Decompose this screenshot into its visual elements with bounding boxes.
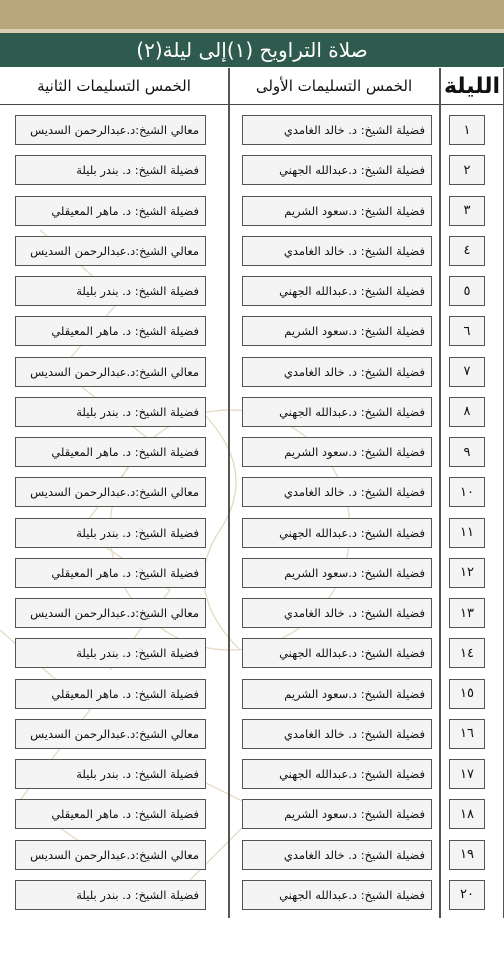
first-set-imam: فضيلة الشيخ: د. خالد الغامدي xyxy=(242,719,432,749)
night-number: ١١ xyxy=(449,518,485,548)
night-number: ١٠ xyxy=(449,477,485,507)
night-number: ٩ xyxy=(449,437,485,467)
night-number: ١٩ xyxy=(449,840,485,870)
second-set-imam: معالي الشيخ:د.عبدالرحمن السديس xyxy=(15,840,206,870)
first-set-imam: فضيلة الشيخ: د. خالد الغامدي xyxy=(242,357,432,387)
second-set-imam: فضيلة الشيخ: د. بندر بليلة xyxy=(15,155,206,185)
second-set-imam: معالي الشيخ:د.عبدالرحمن السديس xyxy=(15,477,206,507)
night-number: ١٧ xyxy=(449,759,485,789)
first-set-imam: فضيلة الشيخ: د.عبدالله الجهني xyxy=(242,276,432,306)
first-set-imam: فضيلة الشيخ: د.عبدالله الجهني xyxy=(242,638,432,668)
column-divider xyxy=(439,68,441,918)
second-set-imam: فضيلة الشيخ: د. ماهر المعيقلي xyxy=(15,679,206,709)
first-set-imam: فضيلة الشيخ: د.عبدالله الجهني xyxy=(242,880,432,910)
header-second-set: الخمس التسليمات الثانية xyxy=(37,77,191,95)
second-set-imam: فضيلة الشيخ: د. ماهر المعيقلي xyxy=(15,558,206,588)
first-set-imam: فضيلة الشيخ: د.عبدالله الجهني xyxy=(242,759,432,789)
second-set-imam: فضيلة الشيخ: د. ماهر المعيقلي xyxy=(15,196,206,226)
second-set-imam: معالي الشيخ:د.عبدالرحمن السديس xyxy=(15,236,206,266)
night-number: ١٣ xyxy=(449,598,485,628)
first-set-imam: فضيلة الشيخ: د. خالد الغامدي xyxy=(242,115,432,145)
night-number: ١ xyxy=(449,115,485,145)
second-set-imam: فضيلة الشيخ: د. ماهر المعيقلي xyxy=(15,316,206,346)
second-set-imam: معالي الشيخ:د.عبدالرحمن السديس xyxy=(15,357,206,387)
night-number: ٥ xyxy=(449,276,485,306)
night-number: ٧ xyxy=(449,357,485,387)
night-number: ١٢ xyxy=(449,558,485,588)
night-number: ٨ xyxy=(449,397,485,427)
second-set-imam: فضيلة الشيخ: د. بندر بليلة xyxy=(15,518,206,548)
second-set-imam: فضيلة الشيخ: د. بندر بليلة xyxy=(15,880,206,910)
first-set-imam: فضيلة الشيخ: د.سعود الشريم xyxy=(242,437,432,467)
first-set-imam: فضيلة الشيخ: د.سعود الشريم xyxy=(242,196,432,226)
second-set-imam: معالي الشيخ:د.عبدالرحمن السديس xyxy=(15,598,206,628)
second-set-imam: فضيلة الشيخ: د. بندر بليلة xyxy=(15,397,206,427)
header-night: الليلة xyxy=(443,73,501,99)
column-divider xyxy=(228,68,230,918)
night-number: ١٦ xyxy=(449,719,485,749)
second-set-imam: معالي الشيخ:د.عبدالرحمن السديس xyxy=(15,115,206,145)
first-set-imam: فضيلة الشيخ: د. خالد الغامدي xyxy=(242,236,432,266)
first-set-imam: فضيلة الشيخ: د.عبدالله الجهني xyxy=(242,397,432,427)
table-header xyxy=(0,68,504,105)
night-number: ٢٠ xyxy=(449,880,485,910)
first-set-imam: فضيلة الشيخ: د.عبدالله الجهني xyxy=(242,155,432,185)
first-set-imam: فضيلة الشيخ: د.عبدالله الجهني xyxy=(242,518,432,548)
header-first-set: الخمس التسليمات الأولى xyxy=(255,77,413,95)
second-set-imam: فضيلة الشيخ: د. بندر بليلة xyxy=(15,276,206,306)
second-set-imam: فضيلة الشيخ: د. بندر بليلة xyxy=(15,759,206,789)
first-set-imam: فضيلة الشيخ: د. خالد الغامدي xyxy=(242,477,432,507)
second-set-imam: معالي الشيخ:د.عبدالرحمن السديس xyxy=(15,719,206,749)
night-number: ٤ xyxy=(449,236,485,266)
first-set-imam: فضيلة الشيخ: د.سعود الشريم xyxy=(242,799,432,829)
first-set-imam: فضيلة الشيخ: د.سعود الشريم xyxy=(242,679,432,709)
night-number: ١٤ xyxy=(449,638,485,668)
top-decorative-band xyxy=(0,0,504,31)
night-number: ٢ xyxy=(449,155,485,185)
night-number: ٦ xyxy=(449,316,485,346)
second-set-imam: فضيلة الشيخ: د. ماهر المعيقلي xyxy=(15,437,206,467)
second-set-imam: فضيلة الشيخ: د. بندر بليلة xyxy=(15,638,206,668)
first-set-imam: فضيلة الشيخ: د.سعود الشريم xyxy=(242,558,432,588)
night-number: ١٥ xyxy=(449,679,485,709)
night-number: ١٨ xyxy=(449,799,485,829)
first-set-imam: فضيلة الشيخ: د. خالد الغامدي xyxy=(242,598,432,628)
second-set-imam: فضيلة الشيخ: د. ماهر المعيقلي xyxy=(15,799,206,829)
first-set-imam: فضيلة الشيخ: د.سعود الشريم xyxy=(242,316,432,346)
first-set-imam: فضيلة الشيخ: د. خالد الغامدي xyxy=(242,840,432,870)
page-title: صلاة التراويح (١)إلى ليلة(٢) xyxy=(0,33,504,67)
night-number: ٣ xyxy=(449,196,485,226)
